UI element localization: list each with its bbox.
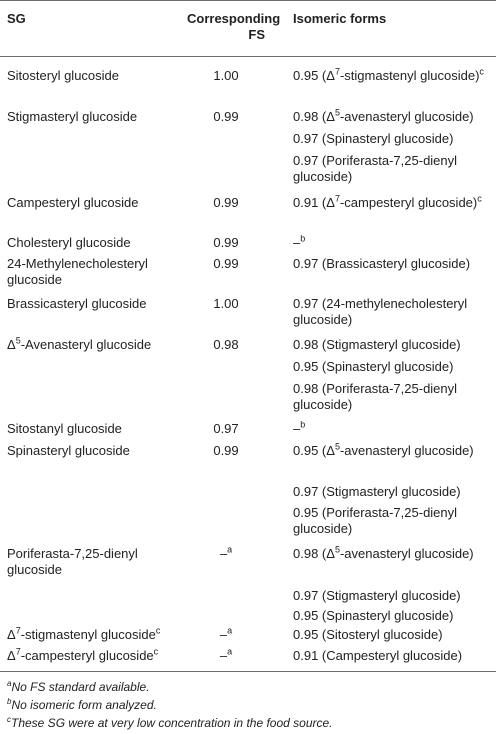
footnote — [7, 698, 157, 712]
isomeric-form: 0.97 (24-methylenecholesteryl glucoside) — [293, 296, 468, 327]
fs-value: 0.99 — [213, 109, 239, 124]
sg-name: Brassicasteryl glucoside — [7, 296, 147, 311]
sg-name: Cholesteryl glucoside — [7, 235, 131, 250]
isomeric-form: 0.97 (Stigmasteryl glucoside) — [293, 588, 461, 603]
sg-name: Sitosteryl glucoside — [7, 68, 119, 83]
fs-value: 1.00 — [213, 68, 239, 83]
header-isomeric: Isomeric forms — [293, 11, 387, 26]
isomeric-form: 0.98 (Poriferasta-7,25-dienyl glucoside) — [293, 381, 458, 412]
isomeric-form: 0.97 (Spinasteryl glucoside) — [293, 131, 454, 146]
footnote-mark: b — [7, 697, 12, 706]
fs-value: –$^a$ — [219, 646, 233, 663]
sg-name: Sitostanyl glucoside — [7, 421, 122, 436]
isomeric-form: 0.98 ($\Delta^5$-avenasteryl glucoside) — [293, 544, 474, 561]
isomeric-form: 0.97 (Poriferasta-7,25-dienyl glucoside) — [293, 153, 458, 184]
sg-name: Poriferasta-7,25-dienyl glucoside — [7, 546, 138, 577]
fs-value: 1.00 — [213, 296, 239, 311]
isomeric-form: 0.91 (Campesteryl glucoside) — [293, 648, 463, 663]
isomeric-form: 0.98 ($\Delta^5$-avenasteryl glucoside) — [293, 107, 474, 124]
header-sg: SG — [7, 11, 26, 26]
footnote-mark: a — [7, 679, 12, 688]
sg-name: $\Delta^7$-campesteryl glucoside$^c$ — [7, 646, 159, 663]
isomeric-form: 0.95 (Spinasteryl glucoside) — [293, 608, 454, 623]
sg-name: Campesteryl glucoside — [7, 195, 139, 210]
fs-value: 0.99 — [213, 235, 239, 250]
isomeric-form: 0.95 (Sitosteryl glucoside) — [293, 627, 443, 642]
fs-value: 0.99 — [213, 443, 239, 458]
fs-value: 0.98 — [213, 337, 239, 352]
isomeric-form: 0.95 ($\Delta^7$-stigmastenyl glucoside)$^c$ — [293, 66, 484, 83]
fs-value: –$^a$ — [219, 544, 233, 561]
isomeric-form: 0.95 ($\Delta^5$-avenasteryl glucoside) — [293, 441, 474, 458]
isomeric-form: 0.95 (Poriferasta-7,25-dienyl glucoside) — [293, 505, 458, 536]
isomeric-form: –$^b$ — [293, 419, 306, 436]
footnote — [7, 716, 333, 730]
sg-name: Spinasteryl glucoside — [7, 443, 130, 458]
fs-value: 0.99 — [213, 256, 239, 271]
sg-name: Stigmasteryl glucoside — [7, 109, 138, 124]
fs-value: 0.99 — [213, 195, 239, 210]
bottom-rule — [0, 671, 496, 672]
fs-value: –$^a$ — [219, 625, 233, 642]
isomeric-form: –$^b$ — [293, 233, 306, 250]
isomeric-form: 0.98 (Stigmasteryl glucoside) — [293, 337, 461, 352]
header-fs: Corresponding FS — [187, 11, 281, 42]
isomeric-form: 0.97 (Brassicasteryl glucoside) — [293, 256, 471, 271]
sg-name: $\Delta^5$-Avenasteryl glucoside — [7, 335, 152, 352]
header-rule — [0, 56, 496, 57]
footnote-text: These SG were at very low concentration in the food source. — [11, 716, 333, 730]
footnote-text: No isomeric form analyzed. — [11, 698, 157, 712]
footnote-mark: c — [7, 715, 11, 724]
footnote-text: No FS standard available. — [11, 680, 150, 694]
isomeric-form: 0.97 (Stigmasteryl glucoside) — [293, 484, 461, 499]
sg-name: 24-Methylenecholesteryl glucoside — [7, 256, 148, 287]
footnote — [7, 680, 150, 694]
isomeric-form: 0.95 (Spinasteryl glucoside) — [293, 359, 454, 374]
isomeric-form: 0.91 ($\Delta^7$-campesteryl glucoside)$^c$ — [293, 193, 482, 210]
fs-value: 0.97 — [213, 421, 239, 436]
top-rule — [0, 0, 496, 1]
sg-name: $\Delta^7$-stigmastenyl glucoside$^c$ — [7, 625, 161, 642]
